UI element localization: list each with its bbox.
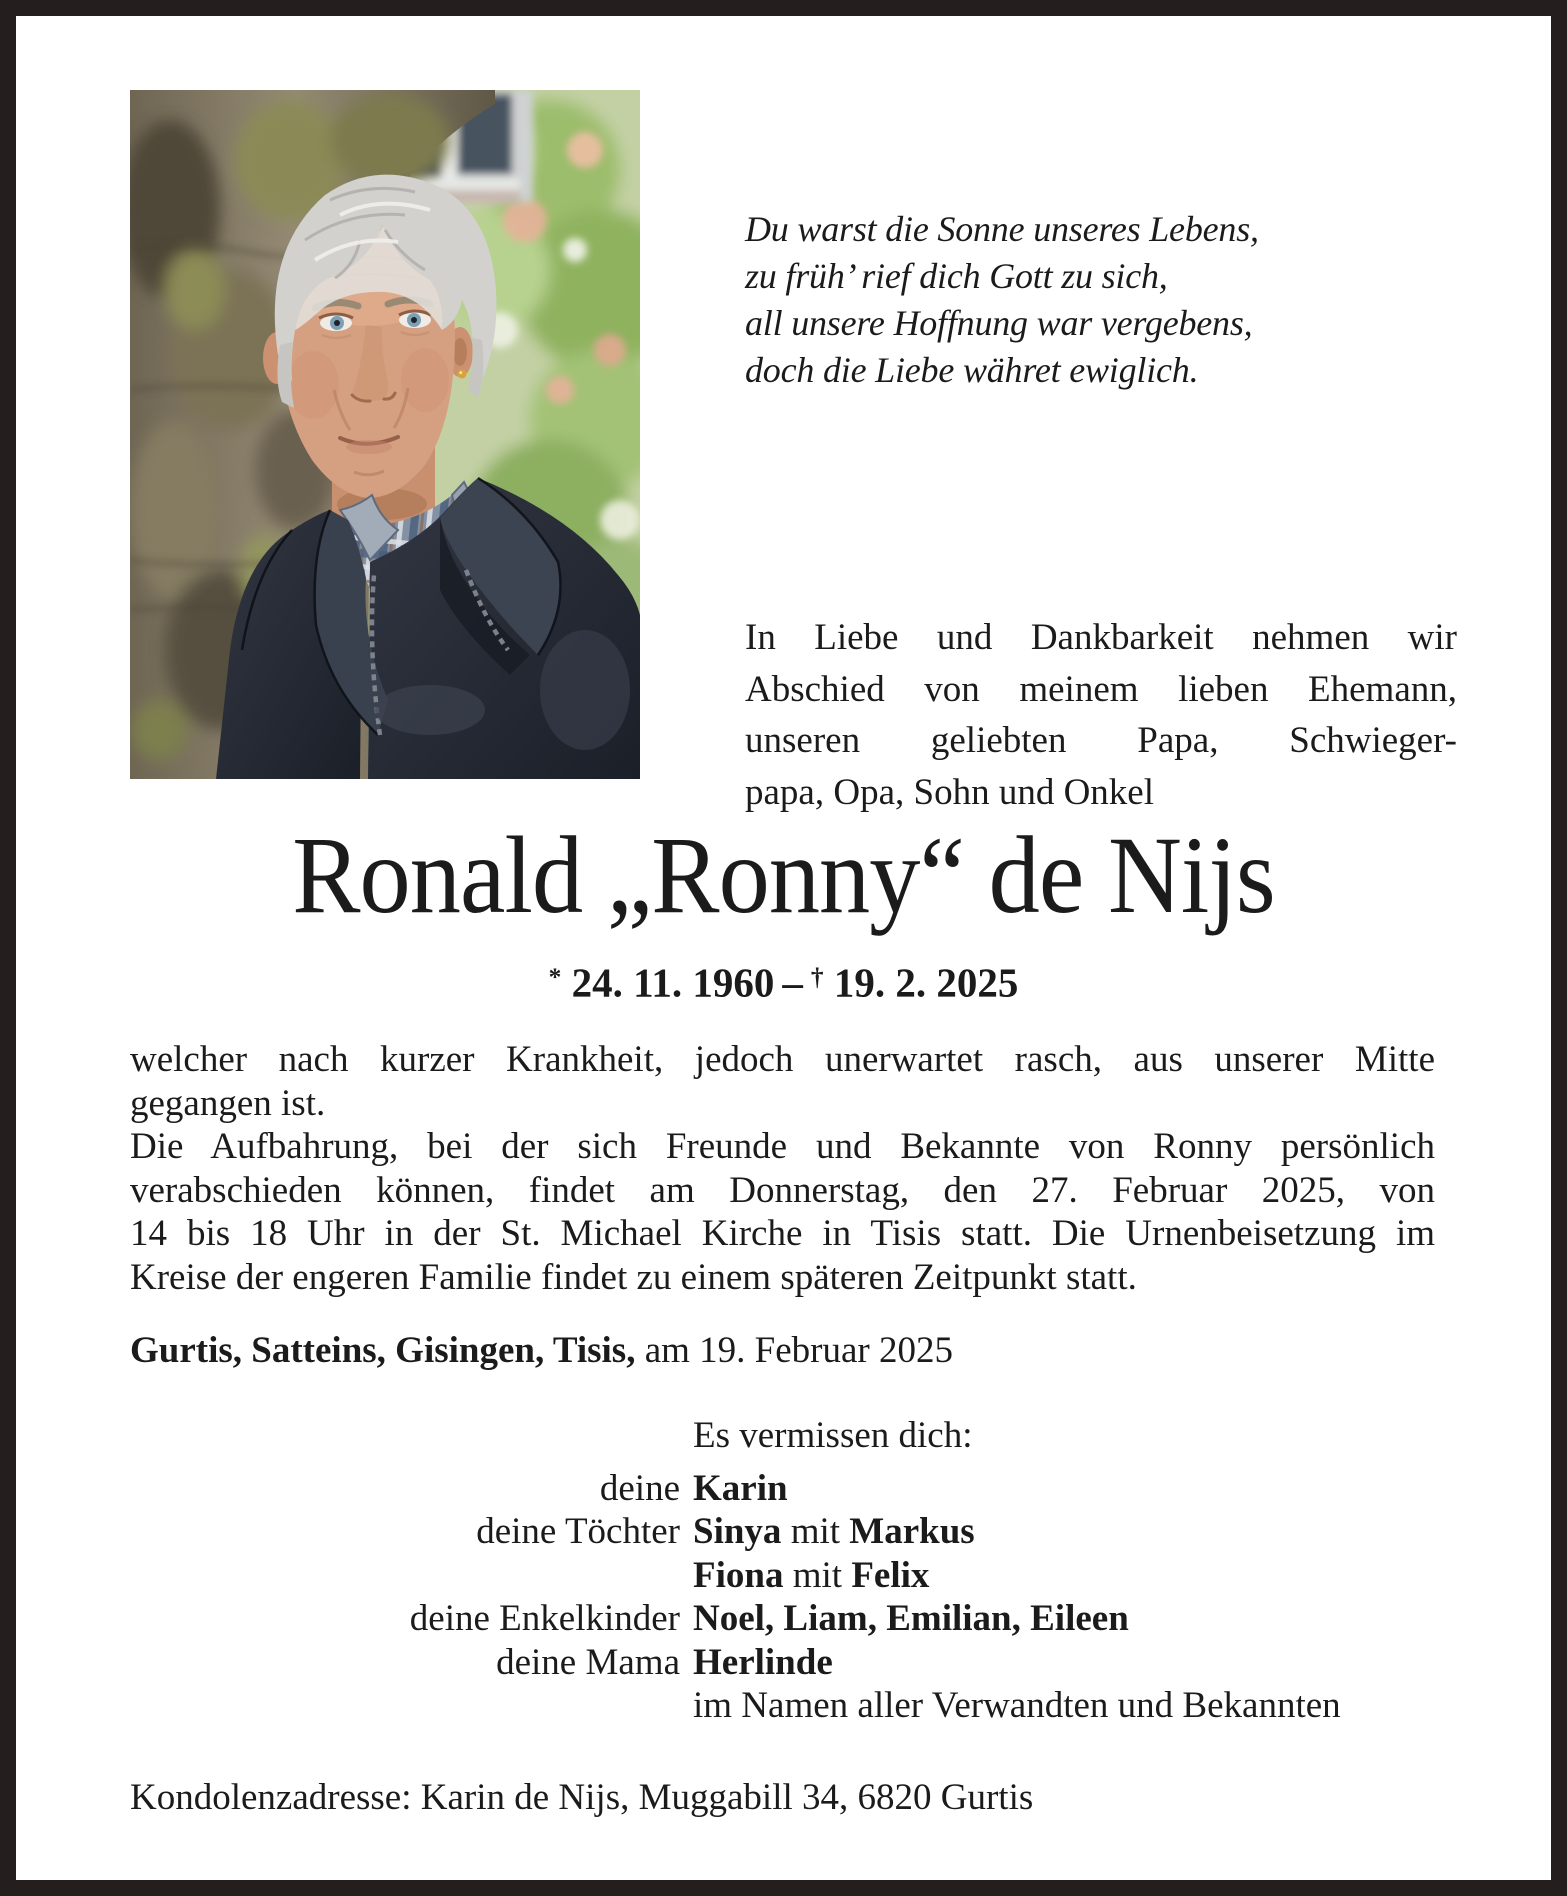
portrait-photo: [130, 90, 640, 779]
text-line: In Liebe und Dankbarkeit nehmen wir: [745, 617, 1457, 658]
mourner-name: Fiona: [693, 1554, 784, 1596]
mourner-name: Markus: [849, 1511, 975, 1552]
gold-earring: [458, 370, 467, 379]
text-line: zu früh’ rief dich Gott zu sich,: [745, 256, 1168, 296]
birth-date: 24. 11. 1960: [571, 959, 775, 1006]
mourner-names: [693, 1641, 1457, 1685]
life-dates: [16, 952, 1551, 1007]
condolence-address: Kondolenzadresse: Karin de Nijs, Muggabill 34, 6820 Gurtis: [130, 1777, 1034, 1818]
places-bold: Gurtis, Satteins, Gisingen, Tisis,: [130, 1330, 636, 1371]
mourner-names: [693, 1554, 1457, 1598]
mourners-list: [130, 1414, 1457, 1728]
intro-paragraph: [745, 612, 1457, 818]
mourner-label: deine Enkelkinder: [409, 1598, 680, 1639]
mourners-heading-spacer: [130, 1414, 680, 1458]
mourner-names: [693, 1597, 1457, 1641]
text-line: welcher nach kurzer Krankheit, jedoch unerwartet rasch, aus unserer Mitte: [130, 1039, 1435, 1080]
death-symbol: †: [810, 963, 824, 991]
mourners-closing: im Namen aller Verwandten und Bekannten: [693, 1685, 1341, 1726]
text-line: Kreise der engeren Familie findet zu einem späteren Zeitpunkt statt.: [130, 1256, 1137, 1298]
mourner-connector: mit: [781, 1511, 850, 1552]
birth-symbol: *: [548, 963, 562, 991]
text-line: verabschieden können, findet am Donnerstag, den 27. Februar 2025, von: [130, 1169, 1435, 1211]
mourner-name: Herlinde: [693, 1641, 833, 1683]
mourner-label: [130, 1554, 680, 1598]
mourner-names: [693, 1510, 1457, 1554]
mourner-name: Sinya: [693, 1511, 782, 1552]
mourner-label: deine: [599, 1467, 680, 1509]
mourner-names: [693, 1467, 1457, 1511]
deceased-name: Ronald „Ronny“ de Nijs: [292, 814, 1275, 936]
mourner-connector: mit: [783, 1554, 852, 1596]
text-line: all unsere Hoffnung war vergebens,: [745, 303, 1253, 343]
announcement-text: [130, 1038, 1435, 1300]
text-line: 14 bis 18 Uhr in der St. Michael Kirche in Tisis statt. Die Urnenbeisetzung im: [130, 1213, 1435, 1255]
places-date-line: [130, 1329, 1435, 1373]
death-date: 19. 2. 2025: [833, 959, 1019, 1006]
mourners-heading: Es vermissen dich:: [693, 1415, 973, 1456]
dates-separator: –: [782, 959, 803, 1006]
text-line: Die Aufbahrung, bei der sich Freunde und Bekannte von Ronny persönlich: [130, 1126, 1435, 1168]
mourner-name: Karin: [693, 1467, 788, 1509]
text-line: gegangen ist.: [130, 1082, 326, 1124]
text-line: Du warst die Sonne unseres Lebens,: [745, 209, 1259, 249]
mourner-name: Felix: [851, 1554, 930, 1596]
text-line: doch die Liebe währet ewiglich.: [745, 350, 1199, 390]
memorial-poem: [745, 206, 1405, 394]
text-line: papa, Opa, Sohn und Onkel: [745, 771, 1154, 813]
text-line: unseren geliebten Papa, Schwieger-: [745, 720, 1457, 762]
mourners-closing-spacer: [130, 1684, 680, 1728]
text-line: Abschied von meinem lieben Ehemann,: [745, 668, 1457, 710]
mourner-label: deine Töchter: [476, 1511, 680, 1552]
mourner-name: Noel, Liam, Emilian, Eileen: [693, 1598, 1129, 1639]
places-regular: am 19. Februar 2025: [635, 1330, 953, 1371]
mourner-label: deine Mama: [496, 1641, 680, 1683]
